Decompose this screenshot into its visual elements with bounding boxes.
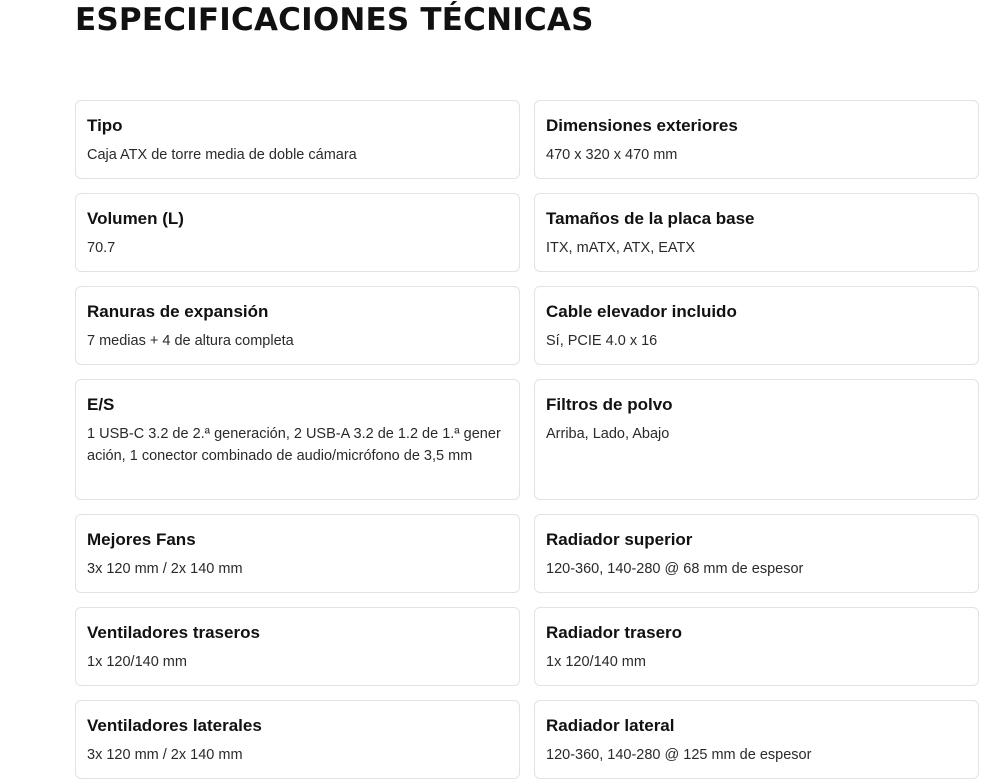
spec-label: Dimensiones exteriores: [546, 116, 738, 135]
spec-label: Mejores Fans: [87, 530, 196, 549]
spec-value: 70.7: [87, 240, 116, 256]
spec-card-tipo: [75, 100, 520, 179]
spec-card-es: [75, 379, 520, 500]
spec-value: 3x 120 mm / 2x 140 mm: [87, 561, 243, 577]
spec-card-radiador-superior: [534, 514, 979, 593]
spec-value: Arriba, Lado, Abajo: [546, 426, 670, 442]
spec-card-ranuras: [75, 286, 520, 365]
spec-label: Tamaños de la placa base: [546, 209, 755, 228]
spec-label: Radiador superior: [546, 530, 693, 549]
spec-value: 470 x 320 x 470 mm: [546, 147, 678, 163]
spec-label: Radiador lateral: [546, 716, 675, 735]
spec-value: 1x 120/140 mm: [546, 654, 646, 670]
spec-label: Volumen (L): [87, 209, 184, 228]
spec-label: Filtros de polvo: [546, 395, 673, 414]
spec-card-volumen: [75, 193, 520, 272]
spec-label: Tipo: [87, 116, 123, 135]
spec-value: 1 USB-C 3.2 de 2.ª generación, 2 USB-A 3.2 de 1.2 de 1.ª generación, 1 conector combinado de audio/micrófono de 3,5 mm: [87, 426, 501, 464]
spec-label: Ranuras de expansión: [87, 302, 269, 321]
spec-label: Cable elevador incluido: [546, 302, 737, 321]
spec-label: Ventiladores laterales: [87, 716, 262, 735]
spec-value: 120-360, 140-280 @ 125 mm de espesor: [546, 747, 812, 763]
spec-value: 1x 120/140 mm: [87, 654, 187, 670]
spec-card-ventiladores-traseros: [75, 607, 520, 686]
specs-grid: [75, 100, 979, 779]
spec-card-radiador-lateral: [534, 700, 979, 779]
spec-value: 120-360, 140-280 @ 68 mm de espesor: [546, 561, 804, 577]
spec-value: Sí, PCIE 4.0 x 16: [546, 333, 658, 349]
spec-card-mejores-fans: [75, 514, 520, 593]
spec-card-cable-elevador: [534, 286, 979, 365]
page-title: ESPECIFICACIONES TÉCNICAS: [75, 2, 594, 38]
spec-card-radiador-trasero: [534, 607, 979, 686]
spec-label: Ventiladores traseros: [87, 623, 260, 642]
spec-value: Caja ATX de torre media de doble cámara: [87, 147, 357, 163]
spec-card-dimensiones: [534, 100, 979, 179]
spec-card-ventiladores-laterales: [75, 700, 520, 779]
spec-value: 3x 120 mm / 2x 140 mm: [87, 747, 243, 763]
spec-label: Radiador trasero: [546, 623, 683, 642]
spec-value: ITX, mATX, ATX, EATX: [546, 240, 696, 256]
spec-value: 7 medias + 4 de altura completa: [87, 333, 294, 349]
spec-label: E/S: [87, 395, 115, 414]
spec-card-filtros: [534, 379, 979, 500]
spec-card-placa-base: [534, 193, 979, 272]
